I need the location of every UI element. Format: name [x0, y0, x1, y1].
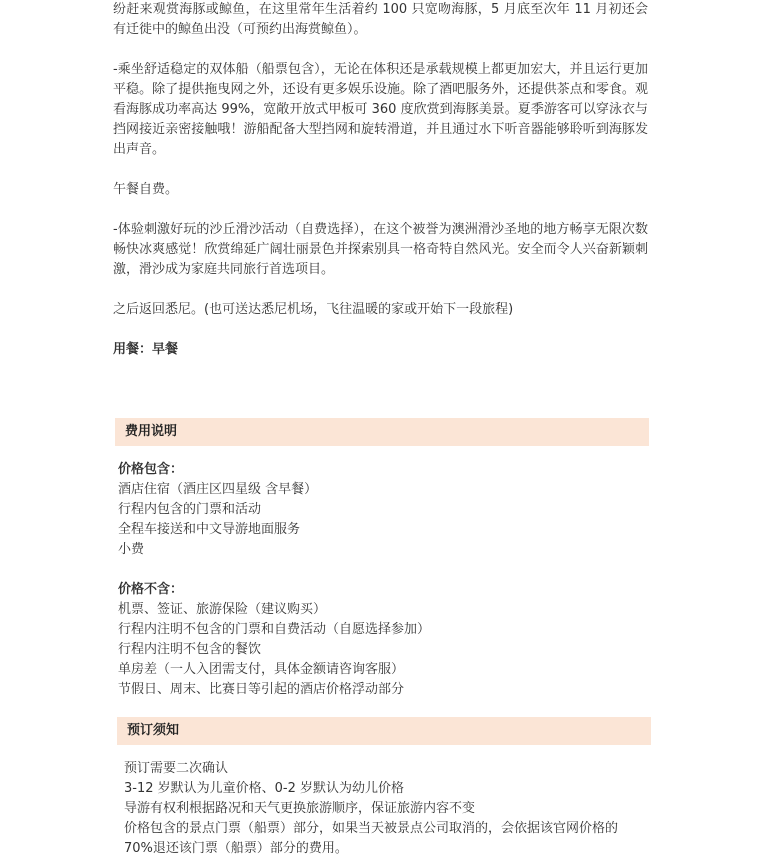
- exclude-item: 行程内注明不包含的餐饮: [118, 642, 262, 657]
- return-sydney-paragraph: 之后返回悉尼。(也可送达悉尼机场，飞往温暖的家或开始下一段旅程): [113, 302, 514, 317]
- include-item: 全程车接送和中文导游地面服务: [118, 522, 301, 537]
- itinerary-description: [113, 0, 648, 360]
- include-item: 酒店住宿（酒庄区四星级 含早餐）: [118, 482, 318, 497]
- include-item: 小费: [118, 542, 145, 557]
- exclude-item: 节假日、周末、比赛日等引起的酒店价格浮动部分: [118, 682, 405, 697]
- booking-note: 导游有权利根据路况和天气更换旅游顺序，保证旅游内容不变: [124, 801, 476, 816]
- lunch-note: 午餐自费。: [113, 182, 179, 197]
- meal-info: 用餐：早餐: [113, 342, 179, 357]
- fee-section-header: 费用说明: [115, 418, 649, 446]
- price-includes-title: 价格包含：: [118, 462, 184, 477]
- booking-note: 70%退还该门票（船票）部分的费用。: [124, 841, 348, 856]
- booking-note: 预订需要二次确认: [124, 761, 229, 776]
- exclude-item: 单房差（一人入团需支付，具体金额请咨询客服）: [118, 662, 405, 677]
- price-excludes-title: 价格不含：: [118, 582, 184, 597]
- exclude-item: 机票、签证、旅游保险（建议购买）: [118, 602, 327, 617]
- booking-section-header: 预订须知: [117, 717, 651, 745]
- exclude-item: 行程内注明不包含的门票和自费活动（自愿选择参加）: [118, 622, 431, 637]
- price-includes-block: [118, 460, 648, 560]
- catamaran-paragraph: -乘坐舒适稳定的双体船（船票包含），无论在体积还是承载规模上都更加宏大，并且运行更加平稳。除了提供拖曳网之外，还设有更多娱乐设施。除了酒吧服务外，还提供茶点和零食。观看海豚成功率高达 99%，宽敞开放式甲板可 360 度欣赏到海豚美景。夏季游客可以穿泳衣与挡网接近亲密接触哦！游船配备大型挡网和旋转滑道，并且通过水下听音器能够聆听到海豚发出声音。: [113, 62, 648, 157]
- booking-note: 3-12 岁默认为儿童价格、0-2 岁默认为幼儿价格: [124, 781, 405, 796]
- sandboarding-paragraph: -体验刺激好玩的沙丘滑沙活动（自费选择），在这个被誉为澳洲滑沙圣地的地方畅享无限次数畅快冰爽感觉！欣赏绵延广阔壮丽景色并探索别具一格奇特自然风光。安全而令人兴奋新颖刺激，滑沙成为家庭共同旅行首选项目。: [113, 222, 648, 277]
- price-excludes-block: [118, 580, 648, 700]
- booking-notes-block: [124, 759, 654, 859]
- include-item: 行程内包含的门票和活动: [118, 502, 262, 517]
- dolphin-intro-paragraph: 纷赶来观赏海豚或鲸鱼，在这里常年生活着约 100 只宽吻海豚，5 月底至次年 11 月初还会有迁徙中的鲸鱼出没（可预约出海赏鲸鱼）。: [113, 2, 648, 37]
- booking-note: 价格包含的景点门票（船票）部分，如果当天被景点公司取消的，会依据该官网价格的: [124, 821, 619, 836]
